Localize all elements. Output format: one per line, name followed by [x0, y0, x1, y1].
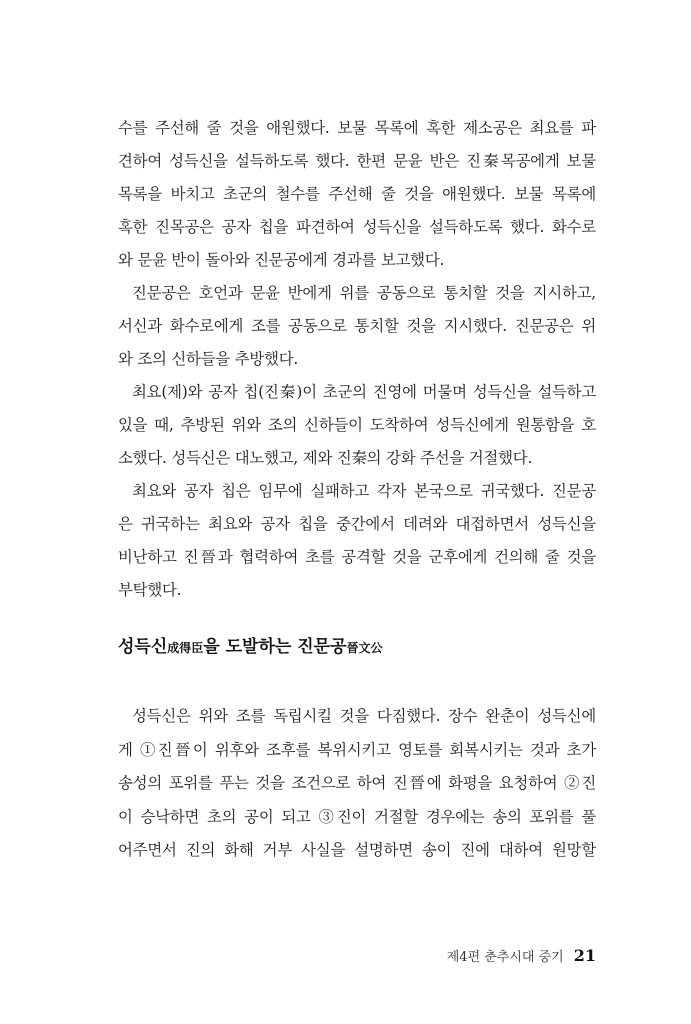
- text-line: 최요(제)와 공자 칩(진秦)이 초군의 진영에 머물며 성득신을 설득하고: [132, 383, 596, 401]
- text-line: 견하여 성득신을 설득하도록 했다. 한편 문윤 반은 진秦목공에게 보물: [118, 152, 596, 170]
- text-line: 있을 때, 추방된 위와 조의 신하들이 도착하여 성득신에게 원통함을 호: [118, 416, 596, 434]
- text-line: 혹한 진목공은 공자 칩을 파견하여 성득신을 설득하도록 했다. 화수로: [118, 218, 596, 236]
- heading-text: 성득신: [118, 637, 168, 657]
- text-line: 비난하고 진晉과 협력하여 초를 공격할 것을 군후에게 건의해 줄 것을: [118, 548, 596, 566]
- text-line: 이 승낙하면 초의 공이 되고 ③진이 거절할 경우에는 송의 포위를 풀: [118, 807, 596, 826]
- text-line: 소했다. 성득신은 대노했고, 제와 진秦의 강화 주선을 거절했다.: [118, 449, 533, 467]
- text-line: 와 조의 신하들을 추방했다.: [118, 350, 299, 368]
- text-line: 부탁했다.: [118, 581, 182, 599]
- text-line: 게 ①진晉이 위후와 조후를 복위시키고 영토를 회복시키는 것과 초가: [118, 740, 596, 759]
- text-line: 성득신은 위와 조를 독립시킬 것을 다짐했다. 장수 완춘이 성득신에: [132, 707, 596, 725]
- text-line: 은 귀국하는 최요와 공자 칩을 중간에서 데려와 대접하면서 성득신을: [118, 515, 596, 533]
- text-line: 어주면서 진의 화해 거부 사실을 설명하면 송이 진에 대하여 원망할: [118, 841, 596, 860]
- running-title: 제4편 춘추시대 중기: [446, 950, 564, 965]
- body-text-top: [118, 118, 596, 613]
- page-number: 21: [573, 946, 596, 965]
- text-line: 와 문윤 반이 돌아와 진문공에게 경과를 보고했다.: [118, 251, 445, 269]
- heading-text: 을 도발하는 진문공: [203, 637, 347, 657]
- text-line: 목록을 바치고 초군의 철수를 주선해 줄 것을 애원했다. 보물 목록에: [118, 185, 596, 203]
- text-line: 수를 주선해 줄 것을 애원했다. 보물 목록에 혹한 제소공은 최요를 파: [118, 119, 596, 137]
- text-line: 최요와 공자 칩은 임무에 실패하고 각자 본국으로 귀국했다. 진문공: [132, 482, 596, 500]
- text-line: 송성의 포위를 푸는 것을 조건으로 하여 진晉에 화평을 요청하여 ②진: [118, 774, 596, 793]
- heading-hanja: 成得臣: [167, 641, 204, 655]
- section-heading: [118, 635, 383, 660]
- text-line: 서신과 화수로에게 조를 공동으로 통치할 것을 지시했다. 진문공은 위: [118, 317, 596, 335]
- body-text-bottom: [118, 706, 596, 874]
- page-footer: [447, 946, 596, 968]
- text-line: 진문공은 호언과 문윤 반에게 위를 공동으로 통치할 것을 지시하고,: [132, 284, 596, 302]
- heading-hanja: 晉文公: [346, 641, 383, 655]
